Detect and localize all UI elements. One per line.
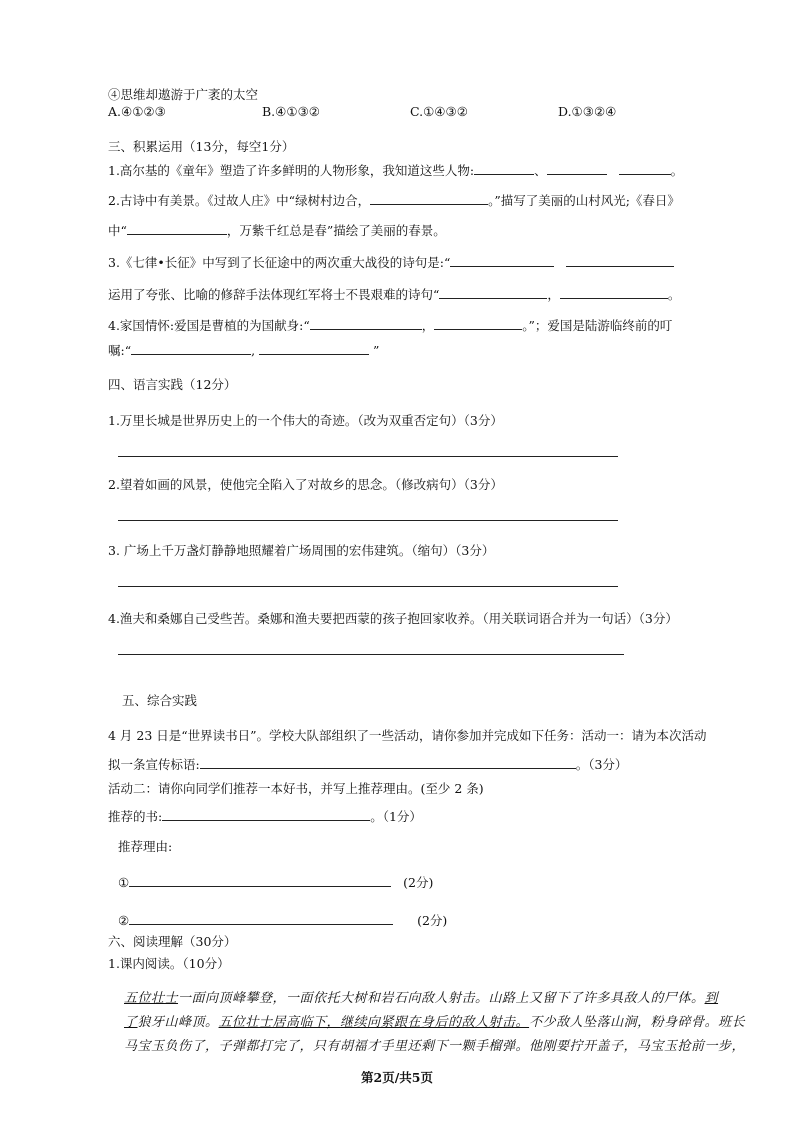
reading-underline-2: 到: [704, 991, 719, 1006]
s5-book: [108, 806, 422, 826]
s6-sub-1: 1.课内阅读。（10分）: [108, 956, 230, 971]
option-line-4: ④思维却遨游于广袤的太空: [108, 87, 259, 102]
s5-intro: 4 月 23 日是“世界读书日”。学校大队部组织了一些活动，请你参加并完成如下任务：活动一：请为本次活动: [108, 728, 707, 743]
reading-text-1: 一面向顶峰攀登，一面依托大树和岩石向敌人射击。山路上又留下了许多具敌人的尸体。: [178, 991, 705, 1006]
s5-book-label: 推荐的书:: [108, 809, 163, 824]
choice-c: C.①④③②: [410, 104, 468, 119]
s4-q3: 3. 广场上千万盏灯静静地照耀着广场周围的宏伟建筑。（缩句）（3分）: [108, 543, 495, 558]
s4-q1-answer-line[interactable]: [118, 456, 618, 457]
choice-b: B.④①③②: [262, 104, 320, 119]
s3-q4-sep: ，: [421, 318, 435, 333]
s3-q4-end: ”: [373, 343, 380, 358]
s3-q3-end: 。: [667, 287, 681, 302]
s4-q1: 1.万里长城是世界历史上的一个伟大的奇迹。（改为双重否定句）（3分）: [108, 413, 503, 428]
section-5-heading: 五、综合实践: [122, 693, 198, 708]
s3-q3-text-c: 运用了夸张、比喻的修辞手法体现红军将士不畏艰难的诗句“: [108, 287, 440, 302]
s3-q1-blank-2[interactable]: [547, 160, 607, 175]
reason-1-score: (2分): [403, 875, 434, 890]
s3-q2-line1: [108, 190, 680, 210]
s3-q4-blank-2[interactable]: [434, 315, 522, 330]
s3-q4-blank-4[interactable]: [259, 340, 369, 355]
s5-slogan-score: 。（3分）: [575, 757, 628, 772]
s3-q4-text-b: 。”；爱国是陆游临终前的叮: [522, 318, 673, 333]
reading-underline-5: 继续向紧跟在身后的敌人射击。: [340, 1015, 530, 1030]
s3-q4-text-a: 4.家国情怀:爱国是曹植的为国献身:“: [108, 318, 310, 333]
slogan-blank[interactable]: [200, 754, 576, 769]
reason-1-blank[interactable]: [129, 872, 391, 887]
s3-q1-blank-1[interactable]: [474, 160, 534, 175]
s4-q4: 4.渔夫和桑娜自己受些苦。桑娜和渔夫要把西蒙的孩子抱回家收养。（用关联词语合并为一句话）（3分）: [108, 611, 678, 626]
reading-text-3: 不少敌人坠落山涧，粉身碎骨。班长: [529, 1015, 746, 1030]
s3-q1-blank-3[interactable]: [619, 160, 671, 175]
s3-q3-blank-1[interactable]: [450, 252, 554, 267]
s3-q4-blank-1[interactable]: [310, 315, 422, 330]
s3-q3-sep: ，: [547, 287, 560, 302]
s5-slogan: [108, 754, 627, 774]
choice-a: A.④①②③: [108, 104, 166, 119]
reason-2-score: (2分): [417, 913, 448, 928]
s5-activity-2: 活动二：请你向同学们推荐一本好书，并写上推荐理由。(至少 2 条): [108, 781, 484, 796]
s3-q3-blank-3[interactable]: [439, 284, 547, 299]
reading-line-1: [124, 990, 718, 1008]
s3-q3-line1: [108, 252, 674, 272]
s3-q3-line2: [108, 284, 680, 304]
reading-text-2: 狼牙山峰顶。: [137, 1015, 219, 1030]
reading-underline-3: 了: [124, 1015, 138, 1030]
page-number: 第2页/共5页: [361, 1070, 433, 1085]
reading-underline-4: 五位壮士居高临下，: [218, 1015, 341, 1030]
s3-q1-sep: 、: [534, 163, 547, 178]
s3-q4-line1: [108, 315, 672, 335]
s3-q4-line2: 嘱:“ , ”: [108, 340, 379, 360]
reading-underline-1: 五位壮士: [124, 991, 179, 1006]
s3-q2-text-c: 中“: [108, 223, 127, 238]
s4-q4-answer-line[interactable]: [118, 654, 624, 655]
section-3-heading: 三、积累运用（13分，每空1分）: [108, 139, 295, 154]
choice-d: D.①③②④: [558, 104, 617, 119]
s4-q2-answer-line[interactable]: [118, 520, 618, 521]
s3-q2-blank-1[interactable]: [370, 190, 488, 205]
s3-q2-text-a: 2.古诗中有美景。《过故人庄》中“绿树村边合，: [108, 193, 371, 208]
s5-reason-2: [118, 910, 447, 930]
s3-q4-text-c: 嘱:“: [108, 343, 132, 358]
reason-2-mark: ②: [118, 913, 130, 928]
s3-q2-text-d: ，万紫千红总是春”描绘了美丽的春景。: [226, 223, 446, 238]
s3-q2-blank-2[interactable]: [127, 220, 227, 235]
s3-q4-blank-3[interactable]: [131, 340, 251, 355]
section-4-heading: 四、语言实践（12分）: [108, 377, 237, 392]
s3-q2-line2: [108, 220, 446, 240]
s3-q3-blank-2[interactable]: [566, 252, 674, 267]
s3-q1-text: 1.高尔基的《童年》塑造了许多鲜明的人物形象，我知道这些人物:: [108, 163, 475, 178]
s5-slogan-label: 拟一条宣传标语:: [108, 757, 200, 772]
s5-book-score: 。（1分）: [370, 809, 422, 824]
reason-2-blank[interactable]: [129, 910, 393, 925]
s5-reason-1: [118, 872, 433, 892]
s3-q3-blank-4[interactable]: [560, 284, 668, 299]
s3-q1: [108, 160, 683, 180]
reading-line-2: [124, 1014, 745, 1032]
reason-1-mark: ①: [118, 875, 130, 890]
s3-q2-text-b: 。”描写了美丽的山村风光;《春日》: [488, 193, 680, 208]
s5-reasons-label: 推荐理由:: [118, 839, 173, 854]
s3-q3-text-a: 3.《七律•长征》中写到了长征途中的两次重大战役的诗句是:“: [108, 255, 451, 270]
s4-q3-answer-line[interactable]: [118, 586, 618, 587]
s3-q1-end: 。: [670, 163, 684, 178]
reading-line-3: 马宝玉负伤了，子弹都打完了，只有胡福才手里还剩下一颗手榴弹。他刚要拧开盖子，马宝玉抢前一步，: [124, 1039, 746, 1054]
book-blank[interactable]: [162, 806, 370, 821]
s4-q2: 2.望着如画的风景，使他完全陷入了对故乡的思念。（修改病句）（3分）: [108, 477, 503, 492]
section-6-heading: 六、阅读理解（30分）: [108, 934, 237, 949]
